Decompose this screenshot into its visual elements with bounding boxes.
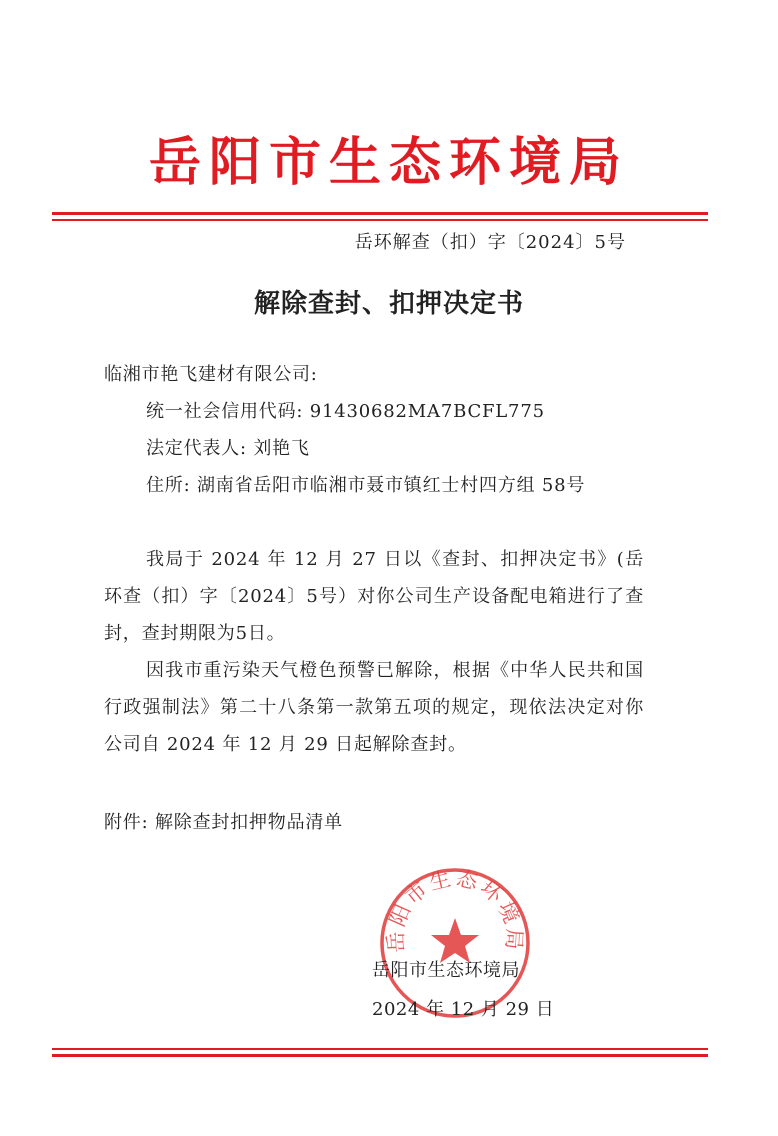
attachment-line: 附件: 解除查封扣押物品清单 xyxy=(104,812,343,833)
document-number: 岳环解查（扣）字〔2024〕5号 xyxy=(354,232,626,253)
signature-date: 2024 年 12 月 29 日 xyxy=(372,999,555,1020)
document-title: 解除查封、扣押决定书 xyxy=(253,289,524,319)
header-red-rule-thick xyxy=(52,212,708,215)
address-line: 住所: 湖南省岳阳市临湘市聂市镇红士村四方组 58号 xyxy=(146,475,586,496)
recipient-name: 临湘市艳飞建材有限公司: xyxy=(104,364,318,385)
credit-code-line: 统一社会信用代码: 91430682MA7BCFL775 xyxy=(146,401,545,422)
issuing-authority-header: 岳阳市生态环境局 xyxy=(148,132,629,193)
footer-red-rule-thick xyxy=(52,1054,708,1057)
header-red-rule-thin xyxy=(52,219,708,221)
signature-organization: 岳阳市生态环境局 xyxy=(372,960,520,981)
paragraph-release-decision: 因我市重污染天气橙色预警已解除，根据《中华人民共和国行政强制法》第二十八条第一款第五项的规定，现依法决定对你公司自 2024 年 12 月 29 日起解除查封。 xyxy=(104,660,644,755)
seal-text: 岳阳市生态环境局 xyxy=(383,866,527,954)
paragraph-seizure-history: 我局于 2024 年 12 月 27 日以《查封、扣押决定书》(岳环查（扣）字〔2024〕5号）对你公司生产设备配电箱进行了查封，查封期限为5日。 xyxy=(104,549,644,644)
legal-representative-line: 法定代表人: 刘艳飞 xyxy=(146,438,310,459)
footer-red-rule-thin xyxy=(52,1048,708,1050)
